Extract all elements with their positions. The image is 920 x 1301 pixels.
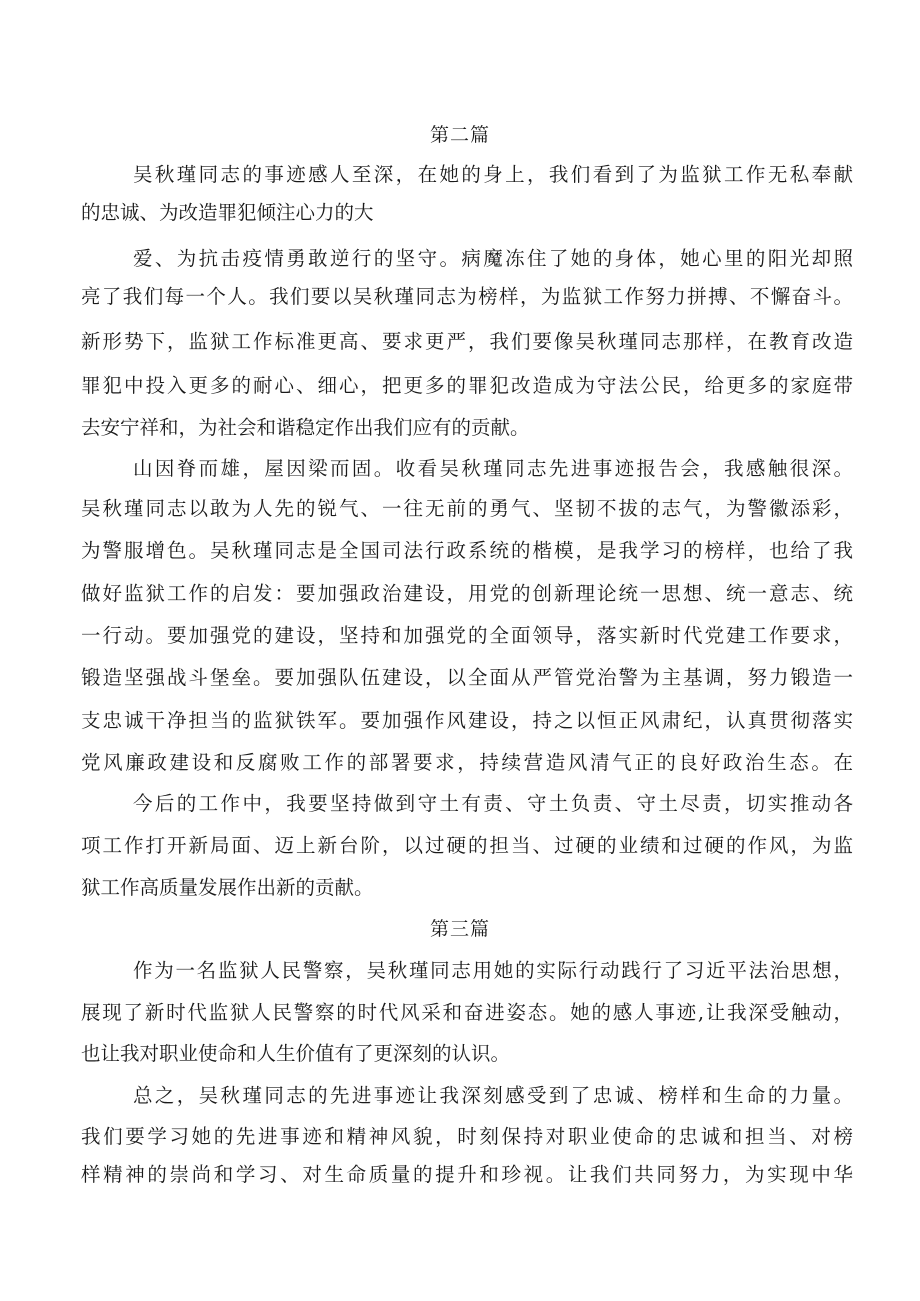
section-heading-3: 第三篇 [429,918,490,940]
text-line: 新形势下，监狱工作标准更高、要求更严，我们要像吴秋瑾同志那样，在教育改造 [81,330,853,353]
text-line: 也让我对职业使命和人生价值有了更深刻的认识。 [81,1042,511,1065]
text-line: 吴秋瑾同志以敢为人先的锐气、一往无前的勇气、坚韧不拔的志气，为警徽添彩， [81,497,853,520]
text-line: 项工作打开新局面、迈上新台阶，以过硬的担当、过硬的业绩和过硬的作风，为监 [81,834,853,857]
text-line: 我们要学习她的先进事迹和精神风貌，时刻保持对职业使命的忠诚和担当、对榜 [81,1125,853,1148]
text-line: 作为一名监狱人民警察，吴秋瑾同志用她的实际行动践行了习近平法治思想， [133,959,853,982]
text-line: 展现了新时代监狱人民警察的时代风采和奋进姿态。她的感人事迹,让我深受触动， [81,1001,853,1024]
text-line: 一行动。要加强党的建设，坚持和加强党的全面领导，落实新时代党建工作要求， [81,624,853,647]
text-line: 样精神的崇尚和学习、对生命质量的提升和珍视。让我们共同努力，为实现中华 [81,1163,853,1186]
text-line: 狱工作高质量发展作出新的贡献。 [81,876,374,899]
text-line: 今后的工作中，我要坚持做到守土有责、守土负责、守土尽责，切实推动各 [133,792,853,815]
text-line: 山因脊而雄，屋因梁而固。收看吴秋瑾同志先进事迹报告会，我感触很深。 [133,457,853,480]
text-line: 党风廉政建设和反腐败工作的部署要求，持续营造风清气正的良好政治生态。在 [81,751,853,774]
text-line: 去安宁祥和，为社会和谐稳定作出我们应有的贡献。 [81,416,530,439]
text-line: 支忠诚干净担当的监狱铁军。要加强作风建设，持之以恒正风肃纪，认真贯彻落实 [81,709,853,732]
text-line: 罪犯中投入更多的耐心、细心，把更多的罪犯改造成为守法公民，给更多的家庭带 [81,374,853,397]
text-line: 亮了我们每一个人。我们要以吴秋瑾同志为榜样，为监狱工作努力拼搏、不懈奋斗。 [81,285,853,308]
text-line: 做好监狱工作的启发：要加强政治建设，用党的创新理论统一思想、统一意志、统 [81,582,853,605]
section-heading-2: 第二篇 [429,124,490,146]
text-line: 爱、为抗击疫情勇敢逆行的坚守。病魔冻住了她的身体，她心里的阳光却照 [133,247,853,270]
text-line: 的忠诚、为改造罪犯倾注心力的大 [81,201,374,224]
text-line: 为警服增色。吴秋瑾同志是全国司法行政系统的楷模，是我学习的榜样，也给了我 [81,539,853,562]
text-line: 锻造坚强战斗堡垒。要加强队伍建设，以全面从严管党治警为主基调，努力锻造一 [81,666,853,689]
text-line: 吴秋瑾同志的事迹感人至深，在她的身上，我们看到了为监狱工作无私奉献 [133,163,853,186]
text-line: 总之，吴秋瑾同志的先进事迹让我深刻感受到了忠诚、榜样和生命的力量。 [133,1084,853,1107]
